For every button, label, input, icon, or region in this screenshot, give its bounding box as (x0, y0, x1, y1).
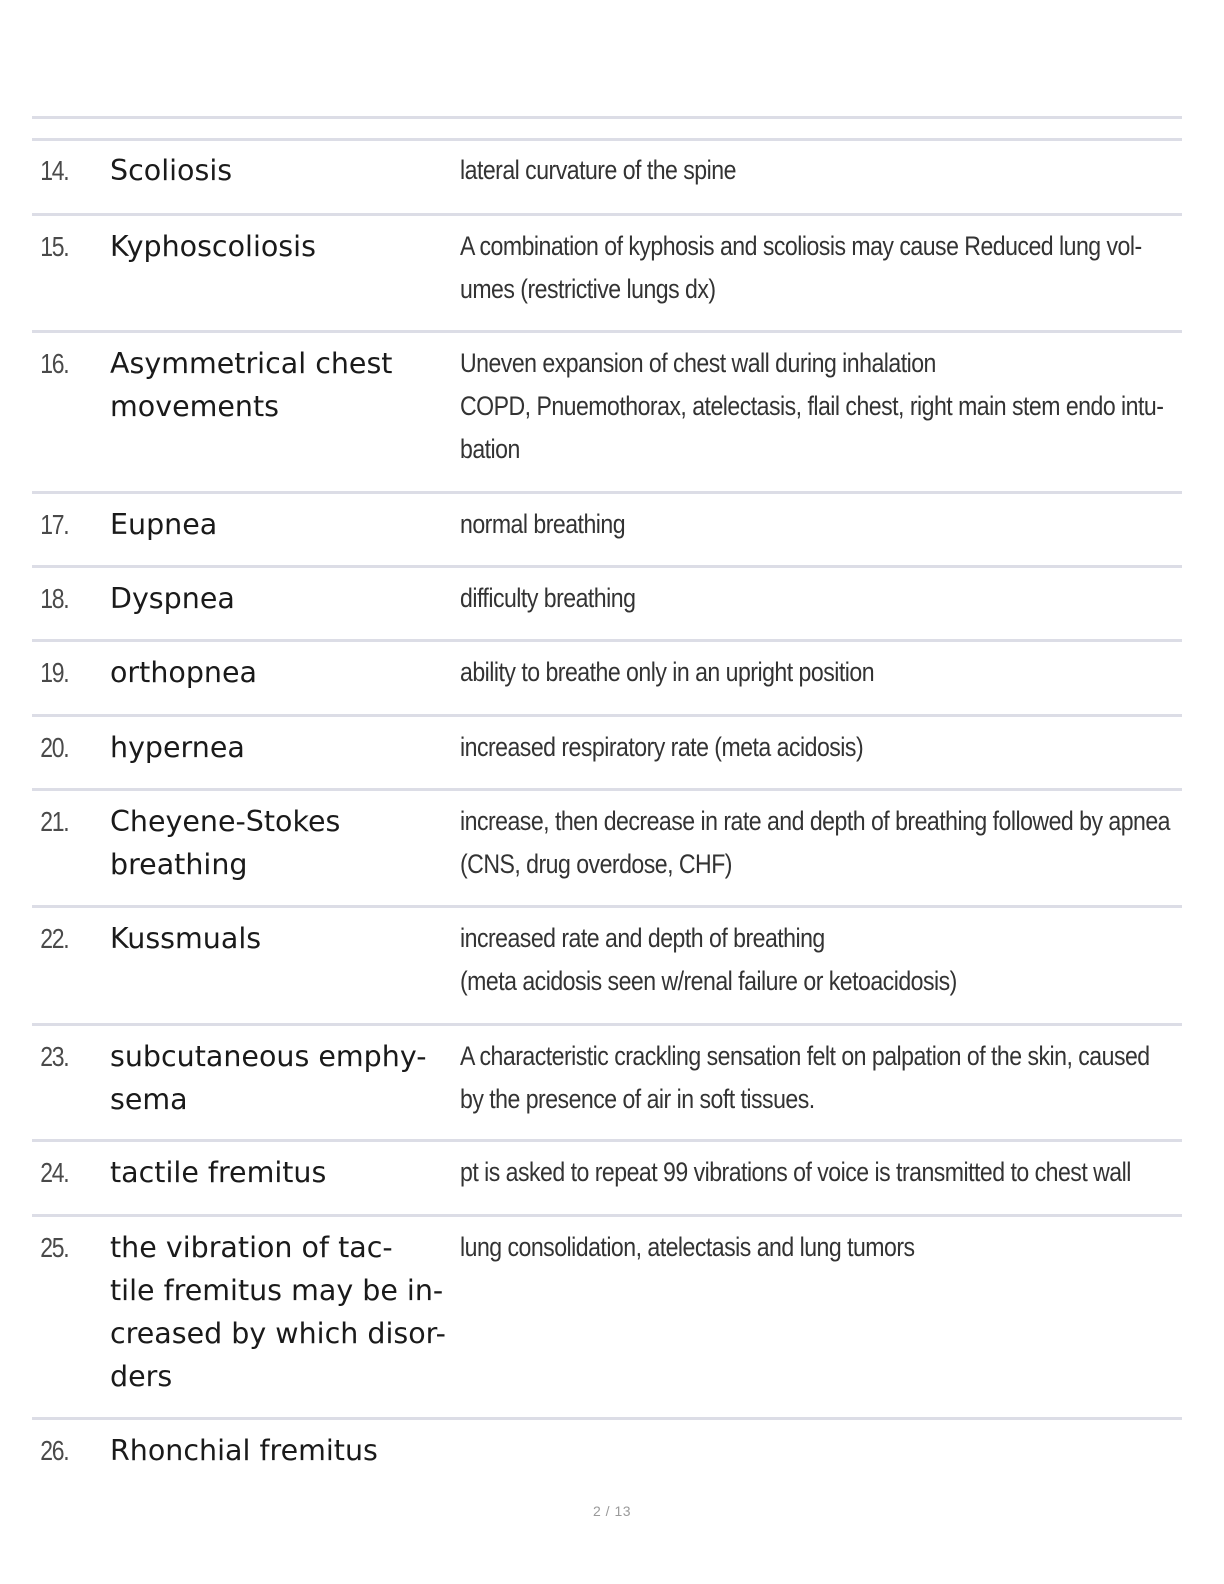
flashcard-list (32, 116, 1182, 1497)
card-term (110, 1151, 460, 1194)
term-line: orthopnea (110, 656, 257, 689)
definition-line: increased rate and depth of breathing (460, 923, 825, 953)
definition-line: normal breathing (460, 509, 626, 539)
definition-line: A characteristic crackling sensation felt on palpation of the skin, caused (460, 1041, 1150, 1071)
card-term (110, 149, 460, 192)
definition-line: increased respiratory rate (meta acidosis) (460, 732, 864, 762)
term-line: creased by which disor- (110, 1317, 446, 1350)
card-row (32, 788, 1182, 905)
definition-line: umes (restrictive lungs dx) (460, 274, 716, 304)
card-definition (460, 342, 1224, 471)
card-term (110, 1226, 460, 1398)
card-row (32, 639, 1182, 714)
card-number: 22. (40, 923, 69, 954)
definition-line: Uneven expansion of chest wall during inhalation (460, 348, 936, 378)
card-term (110, 651, 460, 694)
card-number: 15. (40, 231, 69, 262)
term-line: Cheyene-Stokes (110, 805, 341, 838)
card-term (110, 577, 460, 620)
card-row (32, 565, 1182, 639)
term-line: tile fremitus may be in- (110, 1274, 444, 1307)
card-number: 25. (40, 1232, 69, 1263)
definition-line: (CNS, drug overdose, CHF) (460, 849, 732, 879)
card-number: 19. (40, 657, 69, 688)
term-line: hypernea (110, 731, 245, 764)
definition-line: bation (460, 434, 520, 464)
card-row (32, 1023, 1182, 1139)
term-line: Rhonchial fremitus (110, 1434, 378, 1467)
card-definition (460, 225, 1224, 311)
card-number: 14. (40, 155, 69, 186)
card-definition (460, 800, 1224, 886)
term-line: tactile fremitus (110, 1156, 327, 1189)
term-line: Kussmuals (110, 922, 262, 955)
card-row (32, 1139, 1182, 1214)
definition-line: difficulty breathing (460, 583, 636, 613)
card-definition (460, 503, 1182, 546)
card-definition (460, 577, 1182, 620)
card-number: 16. (40, 348, 69, 379)
card-row (32, 491, 1182, 565)
definition-line: by the presence of air in soft tissues. (460, 1084, 815, 1114)
card-definition (460, 1226, 1182, 1269)
term-line: the vibration of tac- (110, 1231, 393, 1264)
card-row (32, 138, 1182, 213)
card-term (110, 1035, 460, 1121)
term-line: Dyspnea (110, 582, 235, 615)
page-indicator: 2 / 13 (592, 1503, 632, 1519)
card-term (110, 225, 460, 268)
card-definition (460, 917, 1182, 1003)
definition-line: A combination of kyphosis and scoliosis may cause Reduced lung vol- (460, 231, 1142, 261)
definition-line: ability to breathe only in an upright position (460, 657, 875, 687)
card-number: 26. (40, 1435, 69, 1466)
term-line: Kyphoscoliosis (110, 230, 316, 263)
card-row (32, 714, 1182, 788)
card-number: 24. (40, 1157, 69, 1188)
term-line: ders (110, 1360, 173, 1393)
top-divider (32, 116, 1182, 119)
card-number: 23. (40, 1041, 69, 1072)
term-line: Eupnea (110, 508, 218, 541)
definition-line: pt is asked to repeat 99 vibrations of voice is transmitted to chest wall (460, 1157, 1131, 1187)
card-number: 18. (40, 583, 69, 614)
term-line: subcutaneous emphy- (110, 1040, 427, 1073)
term-line: Scoliosis (110, 154, 233, 187)
term-line: Asymmetrical chest (110, 347, 393, 380)
card-term (110, 342, 460, 428)
term-line: breathing (110, 848, 248, 881)
card-number: 20. (40, 732, 69, 763)
term-line: sema (110, 1083, 188, 1116)
definition-line: COPD, Pnuemothorax, atelectasis, flail chest, right main stem endo intu- (460, 391, 1164, 421)
card-row (32, 1214, 1182, 1417)
card-definition (460, 726, 1182, 769)
definition-line: (meta acidosis seen w/renal failure or ketoacidosis) (460, 966, 957, 996)
card-term (110, 917, 460, 960)
card-term (110, 503, 460, 546)
card-definition (460, 1035, 1224, 1121)
card-term (110, 1429, 460, 1472)
cards-container (32, 138, 1182, 1497)
card-definition (460, 1151, 1224, 1194)
card-row (32, 213, 1182, 330)
card-definition (460, 149, 1182, 192)
card-number: 21. (40, 806, 69, 837)
card-term (110, 800, 460, 886)
definition-line: lung consolidation, atelectasis and lung tumors (460, 1232, 915, 1262)
card-row (32, 1417, 1182, 1497)
card-row (32, 330, 1182, 491)
card-definition (460, 651, 1182, 694)
definition-line: lateral curvature of the spine (460, 155, 736, 185)
definition-line: increase, then decrease in rate and depth of breathing followed by apnea (460, 806, 1171, 836)
term-line: movements (110, 390, 279, 423)
card-term (110, 726, 460, 769)
card-number: 17. (40, 509, 69, 540)
card-row (32, 905, 1182, 1023)
